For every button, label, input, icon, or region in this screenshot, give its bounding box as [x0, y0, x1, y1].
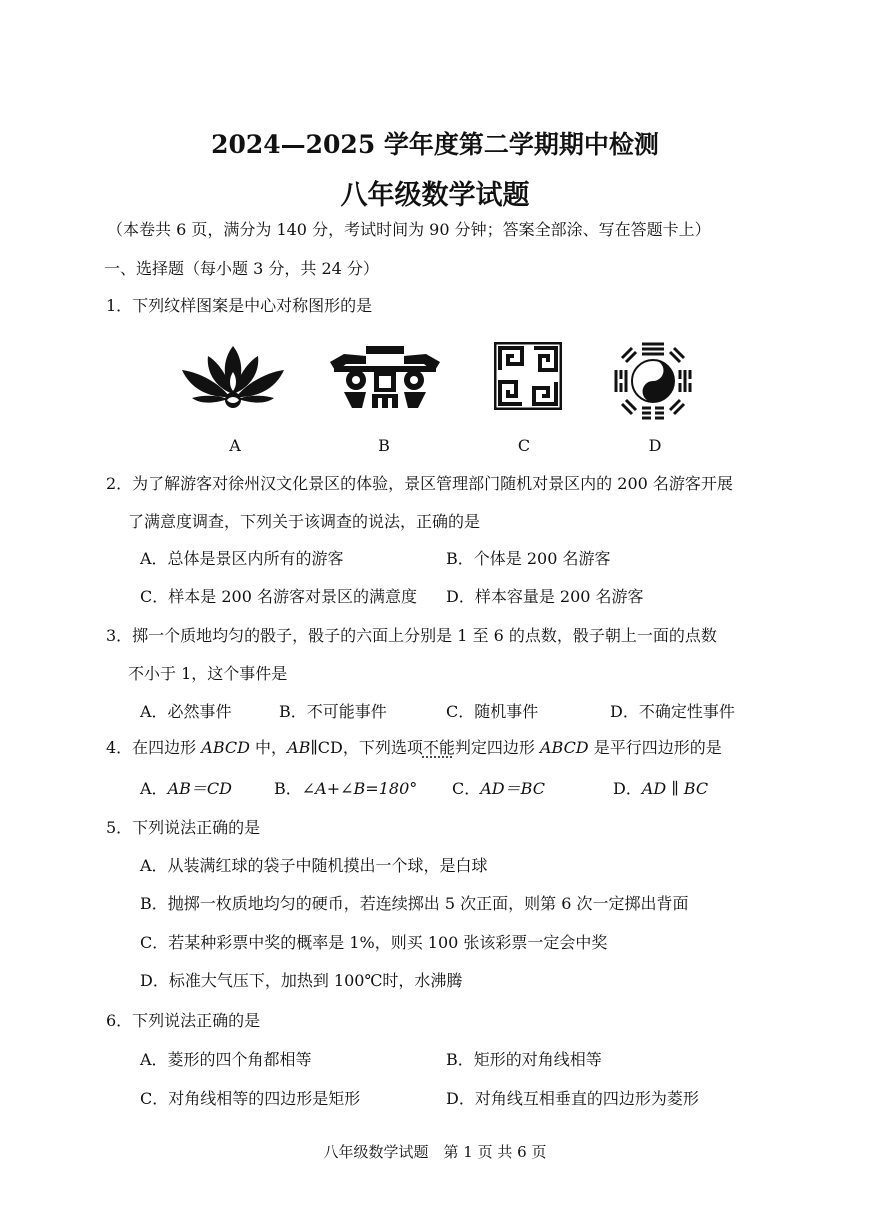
question-2: 2．为了解游客对徐州汉文化景区的体验，景区管理部门随机对景区内的 200 名游客开展: [106, 474, 733, 493]
option-2b: B．个体是 200 名游客: [446, 549, 611, 568]
option-4d-text: AD ∥ BC: [641, 779, 709, 798]
figure-label-b: B: [378, 436, 390, 455]
option-4a-letter: A．: [140, 779, 168, 798]
page-footer: 八年级数学试题 第 1 页 共 6 页: [323, 1143, 547, 1161]
option-5b: B．抛掷一枚质地均匀的硬币，若连续掷出 5 次正面，则第 6 次一定掷出背面: [140, 894, 689, 913]
option-2d: D．样本容量是 200 名游客: [446, 587, 644, 606]
figure-label-a: A: [229, 436, 241, 455]
option-2c: C．样本是 200 名游客对景区的满意度: [140, 587, 417, 606]
q4-part-2: ABCD: [201, 738, 250, 757]
option-3a: A．必然事件: [140, 702, 232, 721]
question-5: 5．下列说法正确的是: [106, 818, 261, 837]
figure-label-d: D: [648, 436, 662, 455]
question-3: 3．掷一个质地均匀的骰子，骰子的六面上分别是 1 至 6 的点数，骰子朝上一面的点数: [106, 626, 717, 645]
option-4c-text: AD＝BC: [480, 779, 545, 798]
q4-part-6: 判定四边形: [454, 738, 540, 757]
option-6b: B．矩形的对角线相等: [446, 1050, 602, 1069]
q4-part-3: 中，: [249, 738, 288, 757]
taotie-pattern-figure: [326, 342, 444, 410]
q4-part-7: ABCD: [539, 738, 589, 757]
option-3b: B．不可能事件: [279, 702, 387, 721]
option-5d: D．标准大气压下，加热到 100℃时，水沸腾: [140, 971, 463, 990]
option-4b-letter: B．: [274, 779, 302, 798]
q4-emphasis: 不能: [422, 738, 455, 757]
question-6: 6．下列说法正确的是: [106, 1011, 261, 1030]
option-4b: [274, 778, 417, 800]
q4-part-4: AB: [287, 738, 311, 757]
option-4d: [613, 778, 708, 800]
option-5a: A．从装满红球的袋子中随机摸出一个球，是白球: [140, 856, 488, 875]
option-2a: A．总体是景区内所有的游客: [140, 549, 344, 568]
page-subtitle: 八年级数学试题: [340, 180, 530, 211]
page-title: 2024—2025 学年度第二学期期中检测: [211, 130, 659, 159]
option-3c: C．随机事件: [446, 702, 539, 721]
option-3d: D．不确定性事件: [610, 702, 735, 721]
option-6a: A．菱形的四个角都相等: [140, 1050, 312, 1069]
question-3-continued: 不小于 1，这个事件是: [128, 664, 288, 683]
option-5c: C．若某种彩票中奖的概率是 1%，则买 100 张该彩票一定会中奖: [140, 933, 608, 952]
question-1: 1．下列纹样图案是中心对称图形的是: [106, 296, 373, 315]
meander-pattern-figure: [494, 342, 562, 410]
taiji-bagua-figure: [612, 340, 694, 422]
q4-part-8: 是平行四边形的是: [588, 738, 722, 757]
question-2-continued: 了满意度调查，下列关于该调查的说法，正确的是: [128, 512, 481, 531]
option-6c: C．对角线相等的四边形是矩形: [140, 1089, 361, 1108]
figure-label-c: C: [517, 436, 531, 455]
option-4c-letter: C．: [452, 779, 481, 798]
option-4d-letter: D．: [613, 779, 642, 798]
option-4b-text: ∠A+∠B=180°: [301, 779, 418, 798]
option-6d: D．对角线互相垂直的四边形为菱形: [446, 1089, 699, 1108]
q4-part-5: ∥CD，下列选项: [310, 738, 423, 757]
question-4: [106, 737, 722, 759]
option-4c: [452, 778, 545, 800]
option-4a: [140, 778, 232, 800]
option-4a-text: AB＝CD: [167, 779, 232, 798]
section-heading: 一、选择题（每小题 3 分，共 24 分）: [104, 259, 379, 278]
lotus-pattern-figure: [178, 342, 288, 412]
q4-part-1: 4．在四边形: [106, 738, 202, 757]
exam-instructions: （本卷共 6 页，满分为 140 分，考试时间为 90 分钟；答案全部涂、写在答题卡上）: [107, 220, 711, 239]
